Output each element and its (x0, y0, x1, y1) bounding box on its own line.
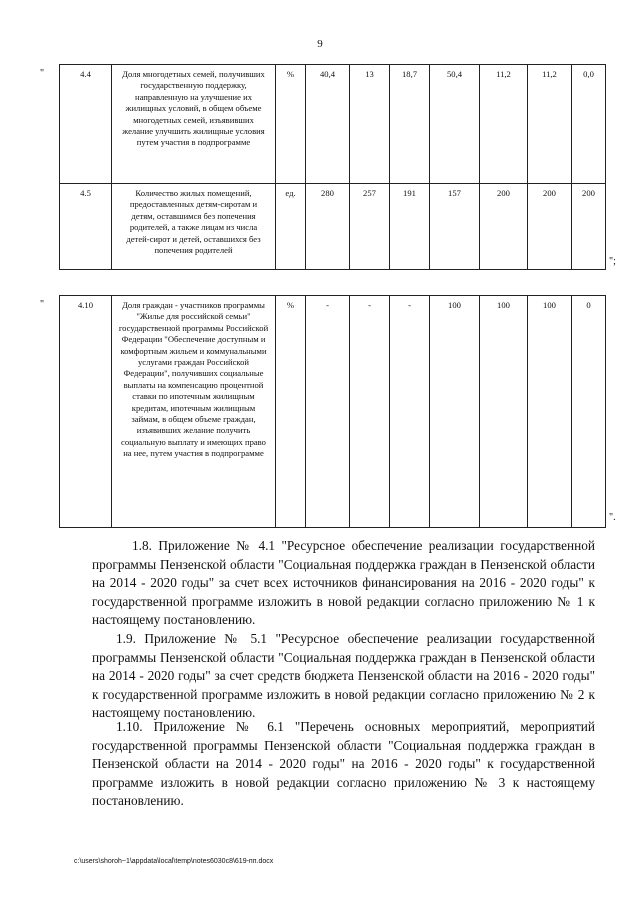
row-value: 100 (430, 296, 480, 528)
indicator-table-1 (59, 64, 606, 270)
row-description: Доля многодетных семей, получивших государственную поддержку, направленную на улучшение их жилищных условий, в общем объеме многодетных семей, изъявивших желание улучшить жилищные условия путем участия в подпрограмме (112, 65, 276, 184)
row-value: - (306, 296, 350, 528)
table-row (60, 184, 606, 270)
row-value: 100 (480, 296, 528, 528)
row-value: 11,2 (528, 65, 572, 184)
indicator-table-2 (59, 295, 606, 528)
row-description: Доля граждан - участников программы "Жилье для российской семьи" государственной программы Российской Федерации "Обеспечение доступным и комфортным жильем и коммунальными услугами граждан Российской Федерации", получивших социальные выплаты на компенсацию процентной ставки по ипотечным жилищным кредитам, ипотечным жилищным займам, в общем объеме граждан, изъявивших желание получить социальную выплату и имеющих право на нее, путем участия в подпрограмме (112, 296, 276, 528)
row-number: 4.4 (60, 65, 112, 184)
row-value: 11,2 (480, 65, 528, 184)
row-value: 157 (430, 184, 480, 270)
row-value: - (390, 296, 430, 528)
open-quote: " (40, 68, 45, 79)
row-value: 0,0 (572, 65, 606, 184)
close-quote: "; (609, 256, 616, 267)
row-value: 50,4 (430, 65, 480, 184)
open-quote: " (40, 299, 45, 310)
row-value: 18,7 (390, 65, 430, 184)
file-path-footer: c:\users\shoroh~1\appdata\local\temp\notes6030c8\619-пп.docx (74, 858, 274, 865)
row-number: 4.5 (60, 184, 112, 270)
row-value: 200 (528, 184, 572, 270)
row-value: 100 (528, 296, 572, 528)
table-row (60, 296, 606, 528)
row-description: Количество жилых помещений, предоставленных детям-сиротам и детям, оставшимся без попечения родителей, а также лицам из числа детей-сирот и детей, оставшихся без попечения родителей (112, 184, 276, 270)
row-value: 40,4 (306, 65, 350, 184)
row-value: 280 (306, 184, 350, 270)
row-unit: % (276, 65, 306, 184)
row-value: 0 (572, 296, 606, 528)
close-quote: ". (609, 512, 616, 523)
row-value: 191 (390, 184, 430, 270)
paragraph-1-10: 1.10. Приложение № 6.1 "Перечень основных мероприятий, мероприятий государственной программы Пензенской области "Социальная поддержка граждан в Пензенской области на 2014 - 2020 годы" на 2016 - 2020 годы" к государственной программе изложить в новой редакции согласно приложению № 3 к настоящему постановлению. (92, 719, 595, 809)
row-number: 4.10 (60, 296, 112, 528)
row-value: 13 (350, 65, 390, 184)
page-number: 9 (317, 38, 323, 50)
row-value: 257 (350, 184, 390, 270)
paragraph-1-8: 1.8. Приложение № 4.1 "Ресурсное обеспечение реализации государственной программы Пензенской области "Социальная поддержка граждан в Пензенской области на 2014 - 2020 годы" за счет всех источников финансирования на 2016 - 2020 годы" к государственной программе изложить в новой редакции согласно приложению № 1 к настоящему постановлению. (92, 538, 595, 628)
row-value: - (350, 296, 390, 528)
paragraph-1-9: 1.9. Приложение № 5.1 "Ресурсное обеспечение реализации государственной программы Пензенской области "Социальная поддержка граждан в Пензенской области на 2014 - 2020 годы" за счет средств бюджета Пензенской области на 2016 - 2020 годы" к государственной программе изложить в новой редакции согласно приложению № 2 к настоящему постановлению. (92, 631, 595, 721)
row-value: 200 (480, 184, 528, 270)
row-unit: % (276, 296, 306, 528)
row-value: 200 (572, 184, 606, 270)
row-unit: ед. (276, 184, 306, 270)
table-row (60, 65, 606, 184)
